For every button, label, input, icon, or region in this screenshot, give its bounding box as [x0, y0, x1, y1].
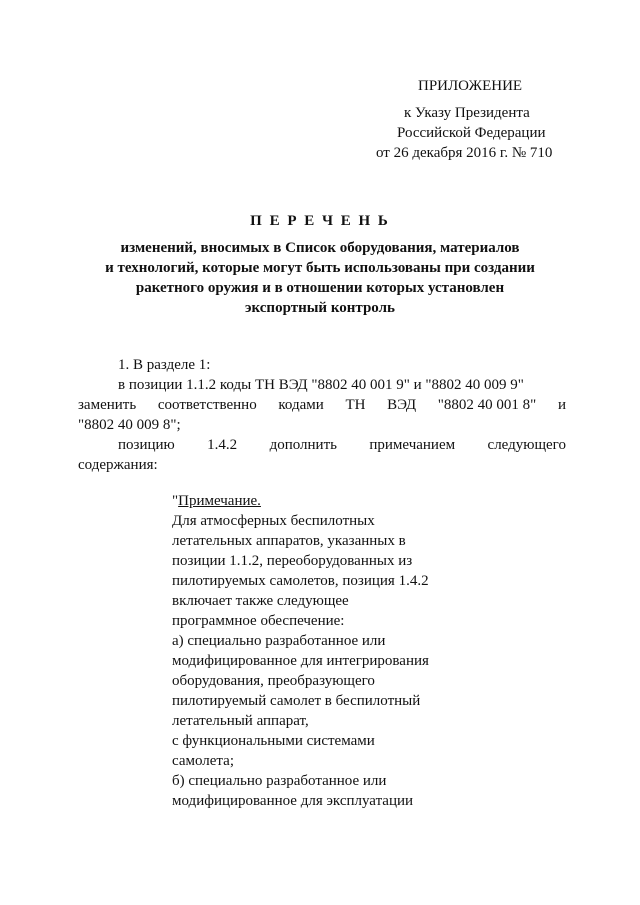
note-line: модифицированное для эксплуатации: [172, 793, 414, 809]
word: примечанием: [369, 437, 456, 453]
body-line: в позиции 1.1.2 коды ТН ВЭД "8802 40 001 9" и "8802 40 009 9": [118, 377, 524, 393]
word: "8802 40 001 8": [437, 397, 537, 413]
word: следующего: [487, 437, 566, 453]
note-title: Примечание.: [178, 493, 261, 509]
heading-subtitle-line: изменений, вносимых в Список оборудования, материалов: [120, 240, 520, 256]
body-line: "8802 40 009 8";: [78, 417, 181, 433]
word: позицию: [118, 437, 175, 453]
note-line: программное обеспечение:: [172, 613, 345, 629]
body-justified-line: [78, 396, 566, 414]
body-justified-line: [118, 436, 566, 454]
heading-title: П Е Р Е Ч Е Н Ь: [250, 213, 390, 229]
note-line: позиции 1.1.2, переоборудованных из: [172, 553, 413, 569]
word: ВЭД: [387, 397, 417, 413]
word: дополнить: [269, 437, 337, 453]
word: заменить: [78, 397, 137, 413]
word: соответственно: [157, 397, 257, 413]
heading-subtitle-line: и технологий, которые могут быть использованы при создании: [105, 260, 535, 276]
note-line: летательный аппарат,: [172, 713, 309, 729]
appendix-title: ПРИЛОЖЕНИЕ: [418, 78, 523, 94]
body-line: содержания:: [78, 457, 158, 473]
note-line: пилотируемый самолет в беспилотный: [172, 693, 421, 709]
note-line: включает также следующее: [172, 593, 349, 609]
date-line: от 26 декабря 2016 г. № 710: [376, 145, 553, 161]
note-line: самолета;: [172, 753, 234, 769]
note-line: модифицированное для интегрирования: [172, 653, 429, 669]
word: и: [557, 397, 566, 413]
note-line: летательных аппаратов, указанных в: [172, 533, 406, 549]
word: кодами: [278, 397, 324, 413]
decree-line: к Указу Президента: [404, 105, 530, 121]
note-title-line: [172, 492, 261, 510]
note-line: оборудования, преобразующего: [172, 673, 375, 689]
country-line: Российской Федерации: [397, 125, 546, 141]
heading-subtitle-line: экспортный контроль: [245, 300, 395, 316]
note-line: с функциональными системами: [172, 733, 375, 749]
note-line: а) специально разработанное или: [172, 633, 386, 649]
section-item: 1. В разделе 1:: [118, 357, 211, 373]
note-line: Для атмосферных беспилотных: [172, 513, 375, 529]
quote-mark: ": [172, 493, 179, 509]
note-line: б) специально разработанное или: [172, 773, 387, 789]
note-line: пилотируемых самолетов, позиция 1.4.2: [172, 573, 429, 589]
word: 1.4.2: [207, 437, 238, 453]
word: ТН: [345, 397, 366, 413]
heading-subtitle-line: ракетного оружия и в отношении которых установлен: [135, 280, 505, 296]
